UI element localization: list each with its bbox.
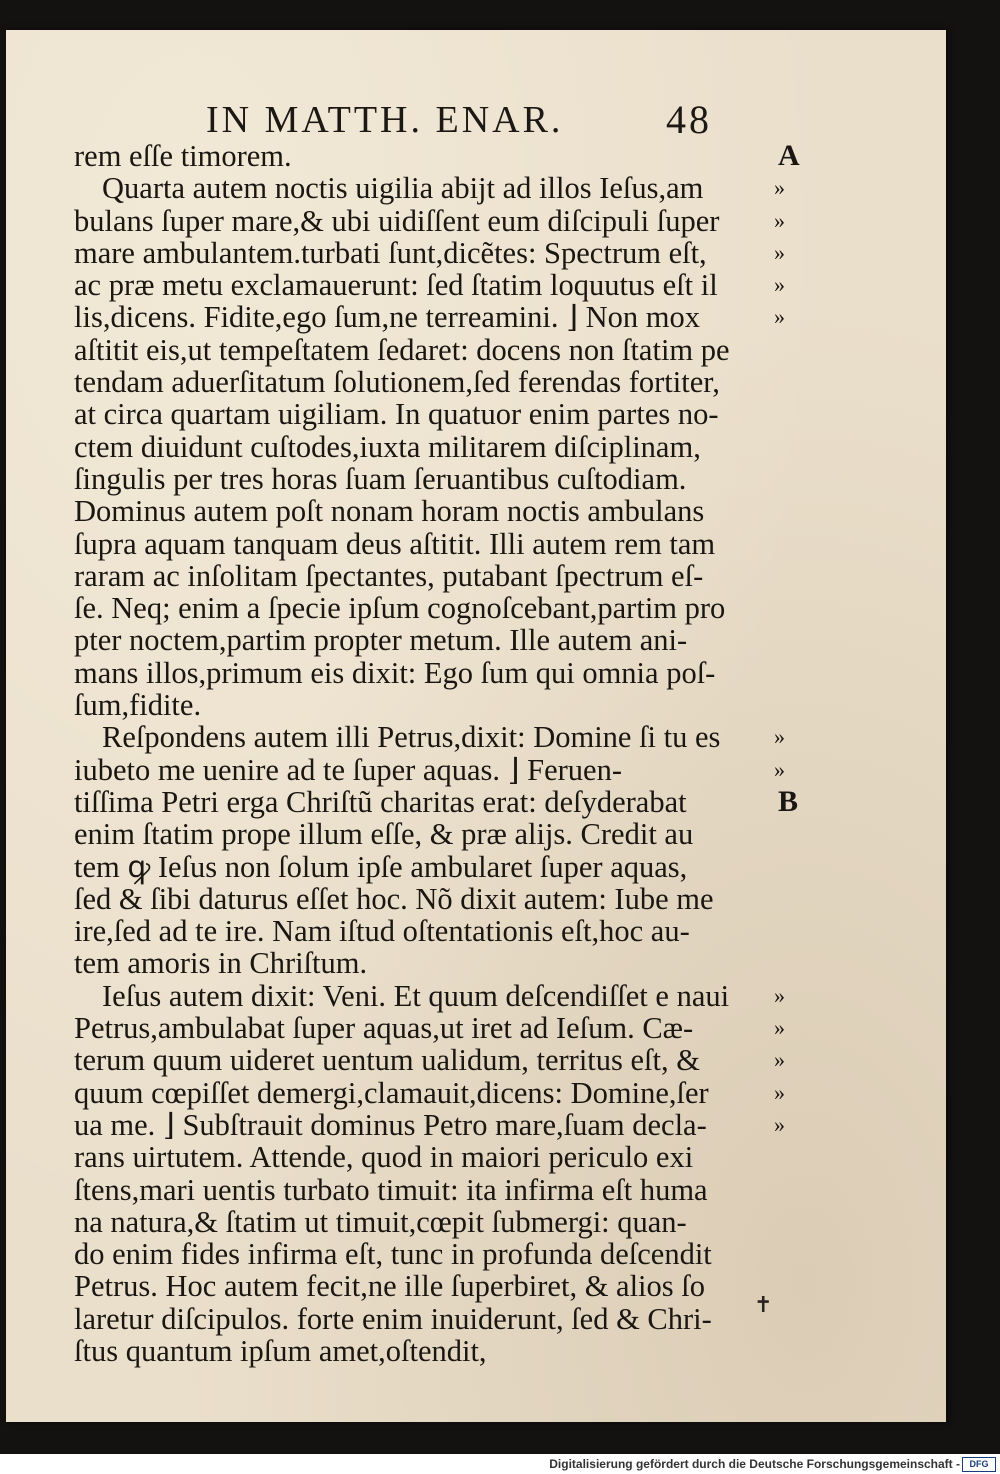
text-line: ac præ metu exclamauerunt: ſed ſtatim loquutus eſt il xyxy=(74,268,718,303)
margin-blank xyxy=(774,560,834,592)
margin-blank xyxy=(774,851,834,883)
footer-bar xyxy=(0,1454,1000,1474)
text-line: ire,ſed ad te ire. Nam iſtud oſtentationis eſt,hoc au- xyxy=(74,914,690,949)
text-line: ua me. ⌋ Subſtrauit dominus Petro mare,ſuam decla- xyxy=(74,1107,707,1142)
text-line: ſed & ſibi daturus eſſet hoc. Nõ dixit autem: Iube me xyxy=(74,881,714,916)
margin-blank xyxy=(774,1303,834,1335)
section-letter: A xyxy=(778,139,800,172)
margin-blank xyxy=(774,883,834,915)
text-line: tendam aduerſitatum ſolutionem,ſed ferendas fortiter, xyxy=(74,365,720,400)
body-text xyxy=(74,140,764,1367)
text-line: Reſpondens autem illi Petrus,dixit: Domine ſi tu es xyxy=(102,720,721,755)
margin-blank xyxy=(774,1174,834,1206)
margin-blank xyxy=(774,592,834,624)
quote-marker: » xyxy=(774,982,785,1008)
quote-marker: » xyxy=(774,239,785,265)
quote-marker: » xyxy=(774,304,785,330)
text-line: enim ſtatim prope illum eſſe, & præ alijs. Credit au xyxy=(74,817,694,852)
margin-blank xyxy=(774,431,834,463)
text-line: ſtus quantum ipſum amet,oſtendit, xyxy=(74,1333,487,1368)
text-line: lis,dicens. Fidite,ego ſum,ne terreamini. ⌋ Non mox xyxy=(74,300,701,335)
margin-blank xyxy=(774,915,834,947)
text-line: raram ac inſolitam ſpectantes, putabant ſpectrum eſ- xyxy=(74,558,704,593)
margin-blank xyxy=(774,1238,834,1270)
text-line: Ieſus autem dixit: Veni. Et quum deſcendiſſet e naui xyxy=(102,978,730,1013)
text-line: aſtitit eis,ut tempeſtatem ſedaret: docens non ſtatim pe xyxy=(74,332,730,367)
quote-marker: » xyxy=(774,1079,785,1105)
margin-notes xyxy=(774,140,834,1367)
quote-marker: » xyxy=(774,1047,785,1073)
margin-blank xyxy=(774,1141,834,1173)
dfg-logo: DFG xyxy=(962,1457,996,1472)
text-line: rans uirtutem. Attende, quod in maiori periculo exi xyxy=(74,1140,694,1175)
text-line: rem eſſe timorem. xyxy=(74,139,292,173)
margin-blank xyxy=(774,366,834,398)
book-page xyxy=(6,30,946,1422)
text-line: tem amoris in Chriſtum. xyxy=(74,946,368,981)
page-number: 48 xyxy=(666,97,712,142)
text-line: na natura,& ſtatim ut timuit,cœpit ſubmergi: quan- xyxy=(74,1204,687,1239)
quote-marker: » xyxy=(774,207,785,233)
quote-marker: » xyxy=(774,1111,785,1137)
margin-blank xyxy=(774,1206,834,1238)
margin-blank xyxy=(774,1335,834,1367)
quote-marker: » xyxy=(774,756,785,782)
text-line: laretur diſcipulos. forte enim inuiderunt, ſed & Chri- xyxy=(74,1301,712,1336)
text-line: pter noctem,partim propter metum. Ille autem ani- xyxy=(74,623,688,658)
text-line: at circa quartam uigiliam. In quatuor enim partes no- xyxy=(74,397,719,432)
section-letter: B xyxy=(778,784,799,818)
margin-blank xyxy=(774,398,834,430)
digitization-credit: Digitalisierung gefördert durch die Deutsche Forschungsgemeinschaft - xyxy=(549,1457,960,1471)
margin-blank xyxy=(774,689,834,721)
margin-blank xyxy=(774,947,834,979)
margin-blank xyxy=(774,528,834,560)
text-line: tem ꝙ Ieſus non ſolum ipſe ambularet ſuper aquas, xyxy=(74,849,688,884)
text-line: quum cœpiſſet demergi,clamauit,dicens: Domine,ſer xyxy=(74,1075,709,1110)
margin-blank xyxy=(774,657,834,689)
quote-marker: » xyxy=(774,724,785,750)
margin-blank xyxy=(774,624,834,656)
text-line: ſingulis per tres horas ſuam ſeruantibus cuſtodiam. xyxy=(74,461,687,496)
text-line: Dominus autem poſt nonam horam noctis ambulans xyxy=(74,494,705,529)
text-line: mans illos,primum eis dixit: Ego ſum qui omnia poſ- xyxy=(74,655,716,690)
page-header xyxy=(206,78,766,142)
text-line: ctem diuidunt cuſtodes,iuxta militarem diſciplinam, xyxy=(74,429,701,464)
text-line: ſtens,mari uentis turbato timuit: ita infirma eſt huma xyxy=(74,1172,708,1207)
text-line: Petrus. Hoc autem fecit,ne ille ſuperbiret, & alios ſo xyxy=(74,1269,705,1304)
running-title: IN MATTH. ENAR. xyxy=(206,99,564,141)
quote-marker: » xyxy=(774,1015,785,1041)
margin-blank xyxy=(774,463,834,495)
margin-blank xyxy=(774,334,834,366)
text-line: ſum,fidite. xyxy=(74,688,202,723)
quote-marker: » xyxy=(774,272,785,298)
margin-blank xyxy=(774,818,834,850)
text-line: iubeto me uenire ad te ſuper aquas. ⌋ Feruen- xyxy=(74,752,622,787)
margin-blank xyxy=(774,495,834,527)
quote-marker: » xyxy=(774,175,785,201)
text-line: ſupra aquam tanquam deus aſtitit. Illi autem rem tam xyxy=(74,526,716,561)
margin-blank xyxy=(774,1270,834,1302)
text-line: ſe. Neq; enim a ſpecie ipſum cognoſcebant,partim pro xyxy=(74,591,726,626)
text-line: do enim fides infirma eſt, tunc in profunda deſcendit xyxy=(74,1237,712,1272)
text-line: mare ambulantem.turbati ſunt,dicẽtes: Spectrum eſt, xyxy=(74,235,707,270)
text-line: bulans ſuper mare,& ubi uidiſſent eum diſcipuli ſuper xyxy=(74,203,720,238)
text-line: terum quum uideret uentum ualidum, territus eſt, & xyxy=(74,1043,700,1078)
margin-mark: ✝ xyxy=(754,1292,773,1317)
text-line: tiſſima Petri erga Chriſtũ charitas erat: deſyderabat xyxy=(74,784,687,819)
text-line: Petrus,ambulabat ſuper aquas,ut iret ad Ieſum. Cæ- xyxy=(74,1011,694,1046)
text-line: Quarta autem noctis uigilia abijt ad illos Ieſus,am xyxy=(102,171,704,206)
